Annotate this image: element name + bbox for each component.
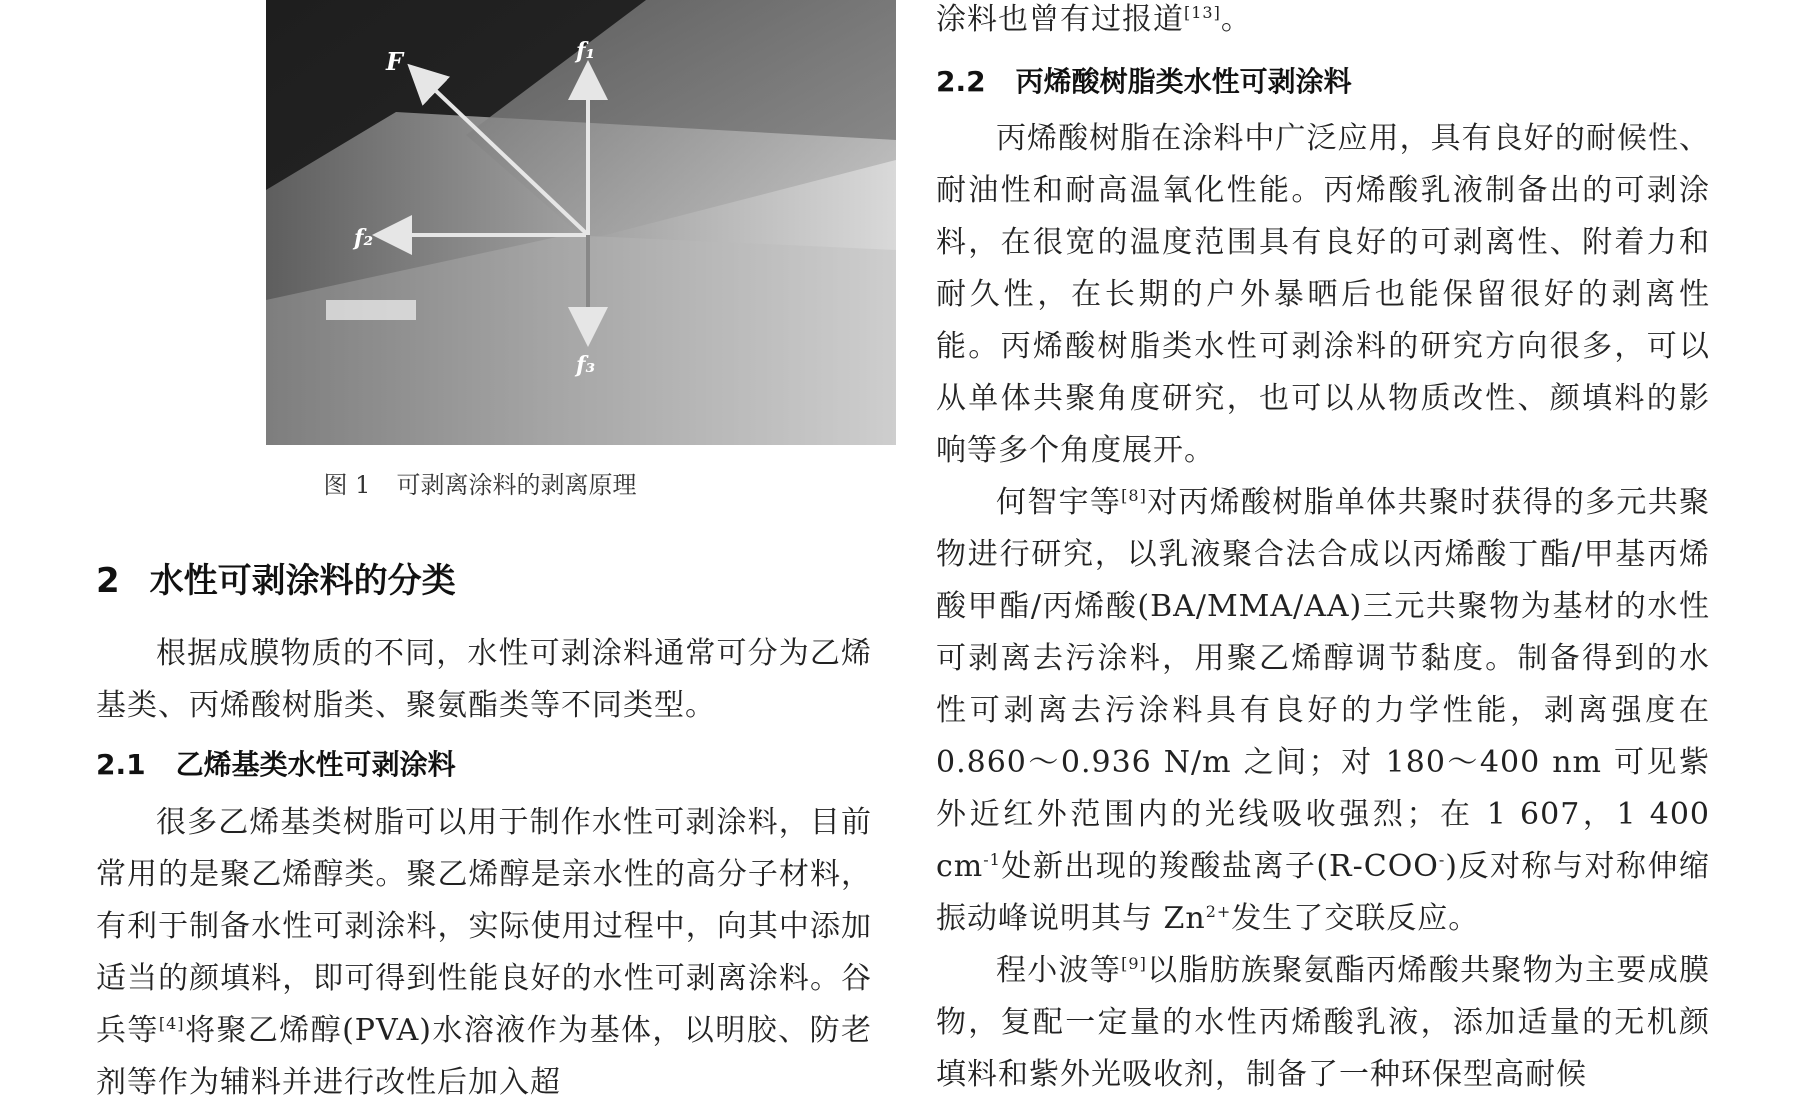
figure-caption xyxy=(0,465,980,500)
superscript: 2+ xyxy=(1205,902,1232,921)
paragraph-text: 以脂肪族聚氨酯丙烯酸共聚物为主要成膜物，复配一定量的水性丙烯酸乳液，添加适量的无机颜填料和紫外光吸收剂，制备了一种环保型高耐候 xyxy=(936,953,1711,1092)
section-title: 乙烯基类水性可剥涂料 xyxy=(175,748,456,781)
paragraph-acrylic-intro: 丙烯酸树脂在涂料中广泛应用，具有良好的耐候性、耐油性和耐高温氧化性能。丙烯酸乳液制备出的可剥涂料，在很宽的温度范围具有良好的可剥离性、附着力和耐久性，在长期的户外暴晒后也能保留很好的剥离性能。丙烯酸树脂类水性可剥涂料的研究方向很多，可以从单体共聚角度研究，也可以从物质改性、颜填料的影响等多个角度展开。 xyxy=(936,121,1710,468)
superscript: - xyxy=(1438,850,1446,869)
section-number: 2 xyxy=(96,561,120,601)
section-number: 2.1 xyxy=(96,748,146,781)
paragraph-continued xyxy=(936,0,1710,46)
peel-principle-photo xyxy=(266,0,896,445)
paragraph-text: 涂料也曾有过报道 xyxy=(936,2,1184,37)
paragraph-vinyl xyxy=(96,797,872,1109)
figure-number: 图 1 xyxy=(323,471,371,499)
section-title: 丙烯酸树脂类水性可剥涂料 xyxy=(1015,65,1352,98)
paragraph-text: 程小波等 xyxy=(996,953,1122,988)
superscript: -1 xyxy=(983,850,1001,869)
paragraph-text: 发生了交联反应。 xyxy=(1231,901,1480,936)
paragraph-cheng-xiaobo xyxy=(936,945,1710,1101)
force-label-f2: f₂ xyxy=(354,225,374,251)
force-label-f: F xyxy=(386,47,404,76)
force-label-f3: f₃ xyxy=(576,352,596,378)
figure-caption-text: 可剥离涂料的剥离原理 xyxy=(396,471,637,499)
paragraph-text: 将聚乙烯醇(PVA)水溶液作为基体，以明胶、防老剂等作为辅料并进行改性后加入超 xyxy=(96,1013,872,1100)
section-heading-2 xyxy=(96,553,456,602)
citation-ref[interactable]: [9] xyxy=(1121,954,1147,973)
paragraph-classification: 根据成膜物质的不同，水性可剥涂料通常可分为乙烯基类、丙烯酸树脂类、聚氨酯类等不同类型。 xyxy=(96,636,872,723)
paragraph-text: )反对称与对称伸缩振动峰说明其与 Zn xyxy=(936,849,1710,936)
citation-ref[interactable]: [4] xyxy=(158,1014,185,1033)
paragraph-text: 对丙烯酸树脂单体共聚时获得的多元共聚物进行研究，以乳液聚合法合成以丙烯酸丁酯/甲基丙烯酸甲酯/丙烯酸(BA/MMA/AA)三元共聚物为基材的水性可剥离去污涂料，用聚乙烯醇调节黏度。制备得到的水性可剥离去污涂料具有良好的力学性能，剥离强度在 0.860～0.936 N/m 之间；对 180～400 nm 可见紫外近红外范围内的光线吸收强烈；在 1 607，1 400 cm xyxy=(936,485,1711,884)
paragraph-text: 。 xyxy=(1220,2,1252,37)
section-heading-2-2 xyxy=(936,60,1352,100)
peel-principle-figure xyxy=(266,0,896,445)
paragraph-he-zhiyu xyxy=(936,477,1710,945)
paragraph-text: 处新出现的羧酸盐离子(R-COO xyxy=(1000,849,1439,884)
section-number: 2.2 xyxy=(936,65,986,98)
force-label-f1: f₁ xyxy=(576,38,596,64)
paragraph-text: 很多乙烯基类树脂可以用于制作水性可剥涂料，目前常用的是聚乙烯醇类。聚乙烯醇是亲水性的高分子材料，有利于制备水性可剥涂料，实际使用过程中，向其中添加适当的颜填料，即可得到性能良好的水性可剥离涂料。谷兵等 xyxy=(96,805,872,1048)
section-heading-2-1 xyxy=(96,743,456,783)
citation-ref[interactable]: [8] xyxy=(1121,486,1147,505)
section-title: 水性可剥涂料的分类 xyxy=(149,561,456,601)
paragraph-text: 何智宇等 xyxy=(996,485,1122,520)
citation-ref[interactable]: [13] xyxy=(1184,3,1221,22)
